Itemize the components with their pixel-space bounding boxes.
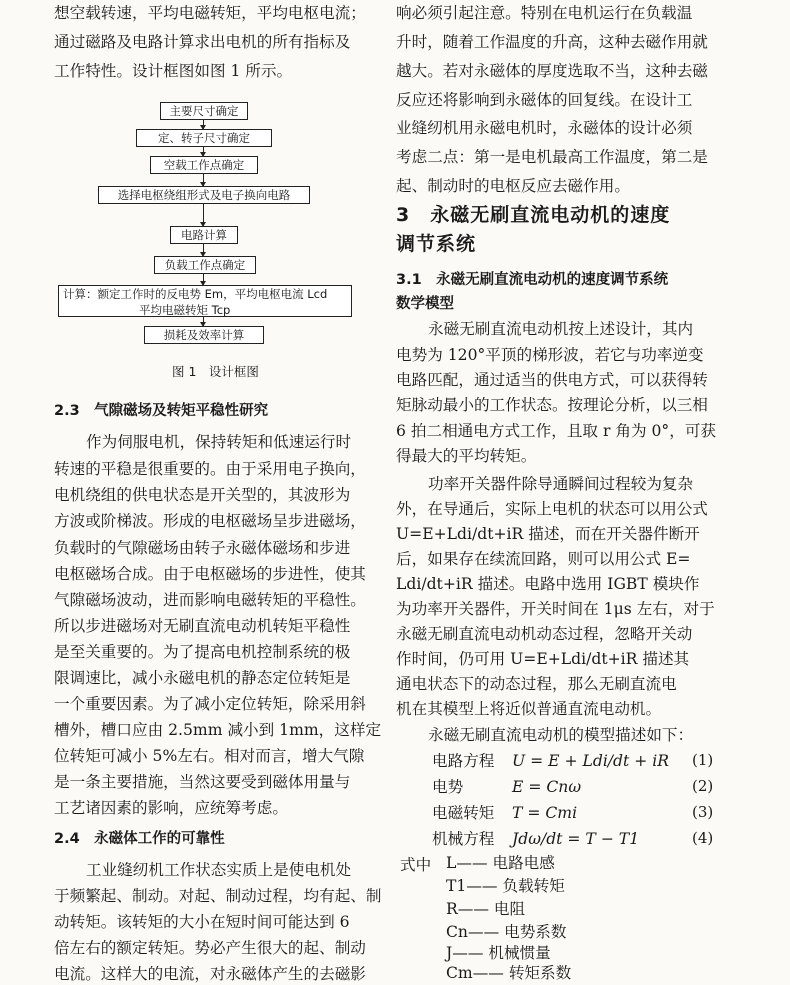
text-line: 想空载转速，平均电磁转矩，平均电枢电流；: [54, 4, 366, 22]
text-line: 工业缝纫机工作状态实质上是使电机处: [86, 861, 352, 879]
symbol-definition: L—— 电路电感: [446, 854, 555, 872]
text-line: Ldi/dt+iR 描述。电路中选用 IGBT 模块作: [396, 575, 700, 593]
text-line: 外，在导通后，实际上电机的状态可以用公式: [396, 500, 708, 518]
text-line: 电枢磁场合成。由于电枢磁场的步进性，使其: [54, 565, 366, 583]
flow-arrow: [203, 244, 204, 256]
flow-box-calculation: [58, 285, 352, 317]
symbol-definition: J—— 机械惯量: [446, 944, 551, 962]
equation-number: (1): [692, 751, 714, 769]
equation-number: (2): [692, 777, 714, 795]
equation-label: 电势: [432, 778, 464, 796]
section-3-1-title-line-2: 数学模型: [396, 296, 454, 312]
section-2-3-title: 2.3 气隙磁场及转矩平稳性研究: [54, 403, 269, 419]
text-line: 工作特性。设计框图如图 1 所示。: [54, 62, 293, 80]
text-line: 转速的平稳是很重要的。由于采用电子换向，: [54, 460, 366, 478]
section-3-1-title-line-1: 3.1 永磁无刷直流电动机的速度调节系统: [396, 272, 669, 288]
equation-expression: T = Cmi: [512, 804, 578, 822]
text-line: 限调速比，减小永磁电机的静态定位转矩是: [54, 669, 351, 687]
equation-label: 电磁转矩: [432, 804, 495, 822]
text-line: 功率开关器件除导通瞬间过程较为复杂: [428, 475, 694, 493]
text-line: 电势为 120°平顶的梯形波，若它与功率逆变: [396, 346, 704, 364]
flow-arrow: [203, 317, 204, 326]
text-line: 矩脉动最小的工作状态。按理论分析，以三相: [396, 396, 708, 414]
text-line: 是一条主要措施，当然这要受到磁体用量与: [54, 773, 351, 791]
text-line: 响必须引起注意。特别在电机运行在负载温: [396, 4, 693, 22]
flow-box-load-point: 负载工作点确定: [154, 256, 256, 274]
text-line: 后，如果存在续流回路，则可以用公式 E=: [396, 550, 691, 568]
figure-caption: 图 1 设计框图: [172, 364, 259, 379]
text-line: 电路匹配，通过适当的供电方式，可以获得转: [396, 371, 708, 389]
flow-box-main-dimensions: 主要尺寸确定: [160, 102, 248, 120]
section-2-4-title: 2.4 永磁体工作的可靠性: [54, 831, 225, 847]
flow-box-winding-circuit: 选择电枢绕组形式及电子换向电路: [98, 186, 310, 204]
flow-box-no-load-point: 空载工作点确定: [150, 156, 258, 174]
symbol-definition: Cm—— 转矩系数: [446, 964, 572, 982]
where-label: 式中: [400, 856, 432, 874]
text-line: 作为伺服电机，保持转矩和低速运行时: [86, 433, 352, 451]
section-3-title-line-1: 3 永磁无刷直流电动机的速度: [396, 204, 671, 226]
calc-line-2: 平均电磁转矩 Tcp: [139, 303, 231, 317]
text-line: 得最大的平均转矩。: [396, 447, 537, 465]
text-line: 电流。这样大的电流，对永磁体产生的去磁影: [54, 965, 366, 983]
text-line: 作时间，仍可用 U=E+Ldi/dt+iR 描述其: [396, 650, 690, 668]
symbol-definition: R—— 电阻: [446, 900, 526, 918]
text-line: 位转矩可减小 5%左右。相对而言，增大气隙: [54, 747, 365, 765]
equation-number: (4): [692, 829, 714, 847]
text-line: 业缝纫机用永磁电机时，永磁体的设计必须: [396, 119, 693, 137]
text-line: 工艺诸因素的影响，应统筹考虑。: [54, 799, 288, 817]
text-line: 槽外，槽口应由 2.5mm 减小到 1mm，这样定: [54, 721, 382, 739]
flow-box-stator-rotor: 定、转子尺寸确定: [136, 129, 272, 147]
text-line: 电机绕组的供电状态是开关型的，其波形为: [54, 486, 351, 504]
text-line: 所以步进磁场对无刷直流电动机转矩平稳性: [54, 617, 351, 635]
text-line: 越大。若对永磁体的厚度选取不当，这种去磁: [396, 62, 708, 80]
flow-arrow: [203, 274, 204, 285]
flow-arrow: [203, 120, 204, 129]
equation-expression: E = Cnω: [512, 778, 582, 796]
text-line: 通过磁路及电路计算求出电机的所有指标及: [54, 33, 351, 51]
flow-box-circuit-calc: 电路计算: [170, 226, 238, 244]
flow-arrow: [203, 204, 204, 226]
equation-label: 机械方程: [432, 830, 495, 848]
text-line: 负载时的气隙磁场由转子永磁体磁场和步进: [54, 539, 351, 557]
text-line: 永磁无刷直流电动机按上述设计，其内: [428, 320, 694, 338]
text-line: U=E+Ldi/dt+iR 描述，而在开关器件断开: [396, 525, 700, 543]
text-line: 机在其模型上将近似普通直流电动机。: [396, 700, 662, 718]
model-intro: 永磁无刷直流电动机的模型描述如下：: [428, 726, 694, 744]
text-line: 方波或阶梯波。形成的电枢磁场呈步进磁场，: [54, 512, 366, 530]
symbol-definition: T1—— 负载转矩: [446, 877, 565, 895]
flow-box-loss-efficiency: 损耗及效率计算: [144, 326, 264, 344]
text-line: 通电状态下的动态过程，那么无刷直流电: [396, 675, 677, 693]
text-line: 考虑二点：第一是电机最高工作温度，第二是: [396, 148, 708, 166]
flow-arrow: [203, 174, 204, 186]
equation-label: 电路方程: [432, 752, 495, 770]
text-line: 反应还将影响到永磁体的回复线。在设计工: [396, 91, 693, 109]
design-flowchart: [60, 96, 356, 354]
text-line: 起、制动时的电枢反应去磁作用。: [396, 177, 630, 195]
text-line: 于频繁起、制动。对起、制动过程，均有起、制: [54, 887, 382, 905]
text-line: 是至关重要的。为了提高电机控制系统的极: [54, 643, 351, 661]
equation-number: (3): [692, 803, 714, 821]
symbol-definition: Cn—— 电势系数: [446, 923, 567, 941]
equation-expression: U = E + Ldi/dt + iR: [512, 752, 670, 770]
calc-line-1: 计算：额定工作时的反电势 Em，平均电枢电流 Lcd: [63, 287, 328, 301]
text-line: 6 拍二相通电方式工作，且取 r 角为 0°，可获: [396, 422, 717, 440]
text-line: 永磁无刷直流电动机动态过程，忽略开关动: [396, 625, 693, 643]
equation-expression: Jdω/dt = T − T1: [512, 830, 640, 848]
section-3-title-line-2: 调节系统: [396, 233, 477, 255]
text-line: 一个重要因素。为了减小定位转矩，除采用斜: [54, 695, 366, 713]
text-line: 动转矩。该转矩的大小在短时间可能达到 6: [54, 913, 350, 931]
text-line: 为功率开关器件，开关时间在 1μs 左右，对于: [396, 600, 715, 618]
text-line: 气隙磁场波动，进而影响电磁转矩的平稳性。: [54, 591, 366, 609]
text-line: 倍左右的额定转矩。势必产生很大的起、制动: [54, 939, 366, 957]
text-line: 升时，随着工作温度的升高，这种去磁作用就: [396, 33, 708, 51]
flow-arrow: [203, 147, 204, 156]
